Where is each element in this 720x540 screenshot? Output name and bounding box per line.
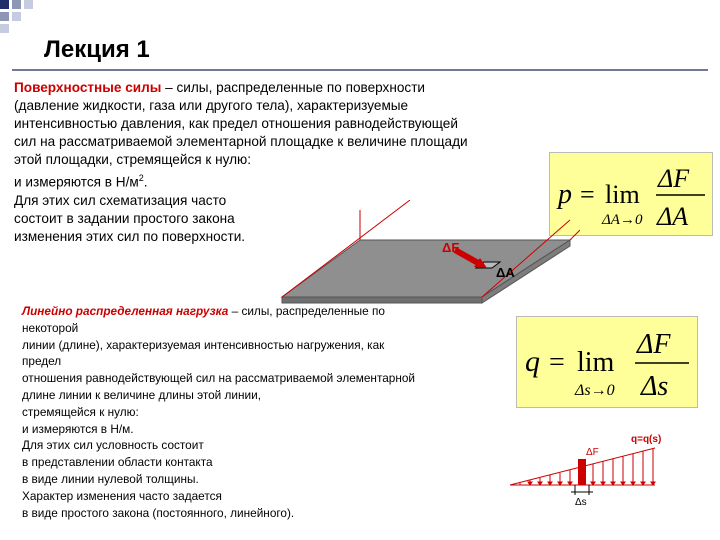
text-line: в виде линии нулевой толщины. — [22, 471, 199, 486]
text-line: Для этих сил условность состоит — [22, 438, 204, 453]
line-load-term: Линейно распределенная нагрузка — [22, 304, 229, 318]
text-line: интенсивностью давления, как предел отношения равнодействующей — [14, 116, 458, 131]
line-load-text — [22, 303, 502, 521]
force-label: ΔF — [442, 240, 460, 255]
red-guide-line — [570, 230, 580, 240]
corner-decoration — [0, 0, 60, 40]
text-line: отношения равнодействующей сил на рассматриваемой элементарной — [22, 371, 416, 386]
text-line: длине линии к величине длины этой линии, — [22, 387, 261, 402]
text-line: изменения этих сил по поверхности. — [14, 228, 246, 244]
area-label: ΔA — [496, 265, 515, 280]
text-line: стремящейся к нулю: — [22, 404, 139, 419]
unit-superscript: 2 — [138, 173, 144, 183]
ds-label: Δs — [575, 497, 587, 508]
text-line: Поверхностные силы – силы, распределенные по поверхности — [14, 80, 426, 95]
q-label: q=q(s) — [631, 434, 662, 445]
slide-title: Лекция 1 — [44, 36, 150, 63]
text-line: и измеряются в $Н/м^2$. — [14, 173, 148, 190]
title-divider — [12, 69, 708, 71]
formula-limit-sub: ΔA→0 — [602, 212, 643, 228]
text-line: этой площадки, стремящейся к нулю: — [14, 152, 252, 167]
formula-denominator: Δs — [641, 371, 669, 402]
surface-plate-diagram — [280, 200, 580, 310]
line-load-formula — [516, 316, 698, 408]
formula-limit-sub: Δs→0 — [575, 382, 615, 399]
text-line: состоит в задании простого закона — [14, 210, 235, 226]
formula-numerator: ΔF — [637, 329, 671, 360]
text-line: и измеряются в Н/м. — [22, 421, 134, 436]
text-line: Линейно распределенная нагрузка – силы, распределенные по — [22, 304, 385, 318]
force-label: ΔF — [586, 447, 599, 458]
text-line: в представлении области контакта — [22, 455, 213, 470]
formula-lhs: q — [525, 345, 540, 378]
force-element — [578, 459, 586, 485]
formula-lhs: p — [558, 179, 572, 210]
formula-eq: = — [580, 180, 595, 209]
formula-lim: lim — [605, 180, 640, 209]
text-line: некоторой — [22, 320, 79, 335]
text-line: сил на рассматриваемой элементарной площадке к величине площади — [14, 134, 468, 149]
line-load-diagram — [505, 430, 705, 510]
text-line: (давление жидкости, газа или другого тела), характеризуемые — [14, 98, 409, 113]
surface-forces-term: Поверхностные силы — [14, 80, 162, 95]
text-line: Характер изменения часто задается — [22, 488, 222, 503]
text-line: линии (длине), характеризуемая интенсивностью нагружения, как — [22, 337, 385, 352]
formula-numerator: ΔF — [658, 164, 690, 193]
text-line: Для этих сил схематизация часто — [14, 192, 227, 208]
formula-lim: lim — [577, 347, 615, 378]
formula-eq: = — [549, 347, 565, 378]
text-line: в виде простого закона (постоянного, линейного). — [22, 505, 295, 520]
formula-denominator: ΔA — [657, 202, 689, 231]
text-line: предел — [22, 354, 62, 369]
